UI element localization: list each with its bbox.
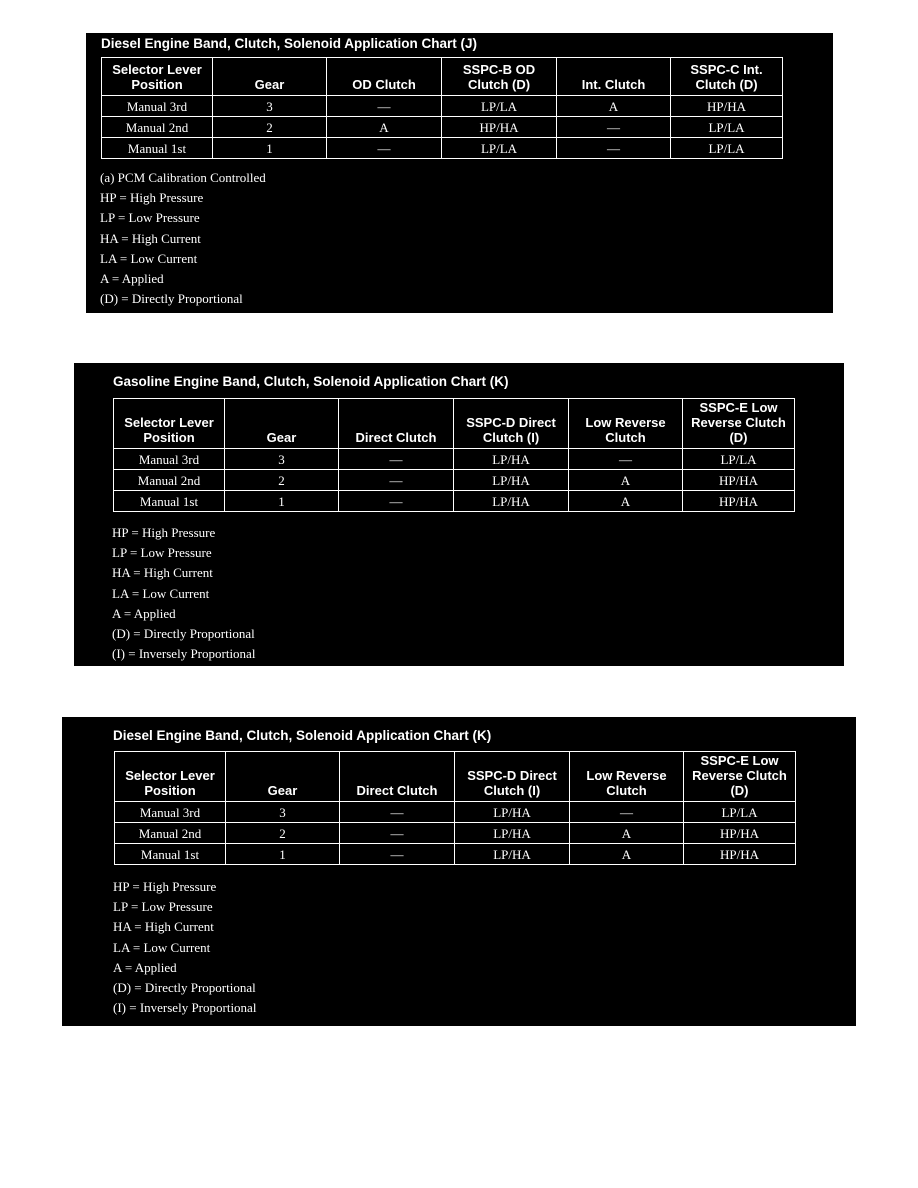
table-cell: — xyxy=(340,844,455,865)
table-cell: Manual 3rd xyxy=(114,449,225,470)
table-cell: LP/LA xyxy=(671,117,783,138)
column-header: SSPC-E Low Reverse Clutch (D) xyxy=(683,399,795,449)
column-header: OD Clutch xyxy=(327,58,442,96)
table-cell: LP/LA xyxy=(683,449,795,470)
column-header: SSPC-B OD Clutch (D) xyxy=(442,58,557,96)
table-cell: LP/HA xyxy=(454,470,569,491)
legend-item: (a) PCM Calibration Controlled xyxy=(100,170,266,185)
column-header: SSPC-C Int. Clutch (D) xyxy=(671,58,783,96)
table-cell: HP/HA xyxy=(683,470,795,491)
table-cell: — xyxy=(339,491,454,512)
chart-title: Diesel Engine Band, Clutch, Solenoid Application Chart (K) xyxy=(113,728,492,743)
legend-item: (D) = Directly Proportional xyxy=(113,979,256,995)
table-cell: 3 xyxy=(225,449,339,470)
table-cell: — xyxy=(339,470,454,491)
legend-item: A = Applied xyxy=(112,605,176,621)
table-row xyxy=(114,491,795,512)
legend-item: (I) = Inversely Proportional xyxy=(112,646,256,662)
legend-item: LP = Low Pressure xyxy=(112,545,212,561)
table-cell: — xyxy=(327,96,442,117)
table-row xyxy=(102,117,783,138)
table-cell: 2 xyxy=(213,117,327,138)
table-cell: A xyxy=(570,844,684,865)
table-cell: Manual 1st xyxy=(114,491,225,512)
column-header: Selector Lever Position xyxy=(102,58,213,96)
table-cell: — xyxy=(340,823,455,844)
legend-item: (D) = Directly Proportional xyxy=(112,625,255,641)
legend-item: HP = High Pressure xyxy=(113,879,217,894)
table-cell: HP/HA xyxy=(683,491,795,512)
table-cell: — xyxy=(557,117,671,138)
table-cell: — xyxy=(570,802,684,823)
legend-item: HA = High Current xyxy=(113,919,214,935)
table-cell: LP/HA xyxy=(454,491,569,512)
table-cell: A xyxy=(327,117,442,138)
table-cell: 2 xyxy=(226,823,340,844)
column-header: Selector Lever Position xyxy=(115,752,226,802)
table-cell: LP/LA xyxy=(442,138,557,159)
table-cell: — xyxy=(569,449,683,470)
table-cell: — xyxy=(339,449,454,470)
legend-item: LP = Low Pressure xyxy=(113,899,213,915)
table-row xyxy=(114,449,795,470)
column-header: Int. Clutch xyxy=(557,58,671,96)
table-cell: Manual 1st xyxy=(115,844,226,865)
table-cell: Manual 2nd xyxy=(114,470,225,491)
legend-item: A = Applied xyxy=(100,270,164,286)
column-header: Low Reverse Clutch xyxy=(569,399,683,449)
legend-item: LA = Low Current xyxy=(100,250,198,266)
legend-item: HA = High Current xyxy=(100,230,201,246)
column-header: Gear xyxy=(226,752,340,802)
column-header: SSPC-E Low Reverse Clutch (D) xyxy=(684,752,796,802)
legend-item: LA = Low Current xyxy=(113,939,211,955)
table-header-row xyxy=(115,752,796,802)
column-header: Gear xyxy=(213,58,327,96)
column-header: Low Reverse Clutch xyxy=(570,752,684,802)
table-row xyxy=(114,470,795,491)
column-header: Direct Clutch xyxy=(340,752,455,802)
diesel-chart-k-panel xyxy=(62,717,856,1026)
table-cell: LP/HA xyxy=(454,449,569,470)
application-table xyxy=(114,751,796,865)
table-cell: Manual 3rd xyxy=(115,802,226,823)
table-cell: LP/HA xyxy=(455,802,570,823)
table-cell: Manual 2nd xyxy=(115,823,226,844)
legend-item: A = Applied xyxy=(113,959,177,975)
legend-item: HA = High Current xyxy=(112,565,213,581)
table-row xyxy=(115,823,796,844)
legend-item: (D) = Directly Proportional xyxy=(100,291,243,307)
table-cell: 1 xyxy=(226,844,340,865)
table-cell: — xyxy=(340,802,455,823)
table-cell: A xyxy=(569,491,683,512)
legend-item: LP = Low Pressure xyxy=(100,210,200,226)
diesel-chart-j-panel xyxy=(86,33,833,313)
table-header-row xyxy=(102,58,783,96)
abbreviation-legend xyxy=(100,168,266,309)
table-cell: Manual 1st xyxy=(102,138,213,159)
abbreviation-legend xyxy=(113,877,256,1018)
table-cell: LP/HA xyxy=(455,844,570,865)
table-cell: HP/HA xyxy=(442,117,557,138)
table-cell: Manual 3rd xyxy=(102,96,213,117)
table-cell: A xyxy=(569,470,683,491)
table-cell: HP/HA xyxy=(671,96,783,117)
table-cell: 1 xyxy=(213,138,327,159)
table-cell: LP/LA xyxy=(684,802,796,823)
abbreviation-legend xyxy=(112,523,255,664)
table-cell: LP/LA xyxy=(442,96,557,117)
table-row xyxy=(115,802,796,823)
table-cell: — xyxy=(557,138,671,159)
application-table xyxy=(101,57,783,159)
table-cell: A xyxy=(557,96,671,117)
table-row xyxy=(102,138,783,159)
table-cell: HP/HA xyxy=(684,844,796,865)
column-header: Selector Lever Position xyxy=(114,399,225,449)
column-header: Gear xyxy=(225,399,339,449)
legend-item: HP = High Pressure xyxy=(100,190,204,206)
table-cell: 3 xyxy=(213,96,327,117)
table-cell: 2 xyxy=(225,470,339,491)
chart-title: Gasoline Engine Band, Clutch, Solenoid Application Chart (K) xyxy=(113,374,509,389)
table-cell: A xyxy=(570,823,684,844)
table-row xyxy=(115,844,796,865)
gasoline-chart-k-panel xyxy=(74,363,844,666)
table-cell: HP/HA xyxy=(684,823,796,844)
table-row xyxy=(102,96,783,117)
legend-item: LA = Low Current xyxy=(112,585,210,601)
legend-item: (I) = Inversely Proportional xyxy=(113,1000,257,1016)
table-cell: 3 xyxy=(226,802,340,823)
column-header: Direct Clutch xyxy=(339,399,454,449)
table-cell: 1 xyxy=(225,491,339,512)
chart-title: Diesel Engine Band, Clutch, Solenoid Application Chart (J) xyxy=(101,36,478,51)
table-cell: LP/LA xyxy=(671,138,783,159)
column-header: SSPC-D Direct Clutch (I) xyxy=(455,752,570,802)
column-header: SSPC-D Direct Clutch (I) xyxy=(454,399,569,449)
application-table xyxy=(113,398,795,512)
table-header-row xyxy=(114,399,795,449)
table-cell: LP/HA xyxy=(455,823,570,844)
table-cell: Manual 2nd xyxy=(102,117,213,138)
legend-item: HP = High Pressure xyxy=(112,525,216,540)
table-cell: — xyxy=(327,138,442,159)
